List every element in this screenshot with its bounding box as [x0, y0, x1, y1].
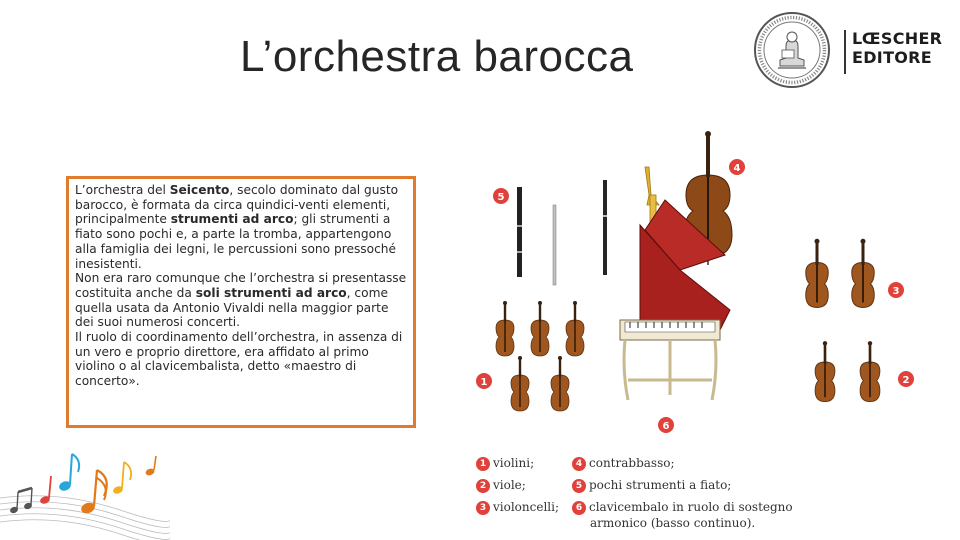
legend-item	[572, 455, 675, 473]
publisher-name	[852, 29, 952, 67]
legend-badge: 2	[476, 479, 490, 493]
violin-icon	[511, 356, 529, 411]
legend-badge: 5	[572, 479, 586, 493]
legend-label: pochi strumenti a fiato;	[589, 478, 732, 492]
legend-label: violoncelli;	[493, 500, 560, 514]
slide-title: L’orchestra barocca	[240, 32, 634, 81]
music-note-icon	[80, 470, 107, 515]
paragraph-1	[75, 183, 407, 271]
legend-badge: 6	[572, 501, 586, 515]
legend-item	[476, 455, 534, 473]
cello-icon	[852, 239, 875, 308]
logo-divider	[844, 30, 846, 74]
music-note-icon	[9, 488, 33, 514]
badge-3-label: 3	[892, 286, 900, 297]
badge-2-icon	[898, 371, 914, 387]
legend-badge: 1	[476, 457, 490, 471]
flute-icon	[553, 205, 556, 285]
instrument-legend	[476, 455, 796, 535]
legend-item	[572, 499, 793, 517]
violin-icon	[531, 301, 549, 356]
text-span: , come quella usata da Antonio Vivaldi nella maggior parte dei suoi numerosi concerti.	[75, 285, 389, 330]
paragraph-3: Il ruolo di coordinamento dell’orchestra, in assenza di un vero e proprio direttore, era affidato al primo violino o al clavicembalista, detto «maestro di concerto».	[75, 330, 403, 389]
publisher-name-line1: LŒSCHER	[852, 29, 943, 48]
legend-label: violini;	[493, 456, 535, 470]
text-span: , secolo dominato dal gusto barocco, è formata da circa quindici-venti elementi, principalmente	[75, 183, 399, 227]
text-span: ; gli strumenti a fiato sono pochi e, a parte la tromba, appartengono alla famiglia dei legni, le percussioni sono pressoché inesistenti.	[75, 212, 397, 271]
badge-5-label: 5	[497, 192, 505, 203]
badge-3-icon	[888, 282, 904, 298]
violin-icon	[566, 301, 584, 356]
legend-item	[476, 499, 559, 517]
legend-label: contrabbasso;	[589, 456, 675, 470]
publisher-logo	[752, 10, 952, 90]
publisher-seal-icon	[752, 10, 832, 90]
badge-6-label: 6	[662, 421, 670, 432]
viola-icon	[815, 341, 835, 402]
cello-icon	[806, 239, 829, 308]
orchestra-illustration	[465, 125, 935, 445]
music-note-icon	[39, 476, 51, 505]
badge-2-label: 2	[902, 375, 910, 386]
music-note-icon	[112, 462, 131, 495]
text-span: Non era raro comunque che l’orchestra si presentasse costituita anche da	[75, 271, 407, 300]
bold-span: soli strumenti ad arco	[195, 285, 347, 300]
legend-item	[572, 477, 731, 495]
music-note-icon	[145, 456, 156, 477]
badge-1-icon	[476, 373, 492, 389]
paragraph-2	[75, 271, 407, 330]
viola-icon	[860, 341, 880, 402]
bold-span: strumenti ad arco	[170, 212, 294, 227]
violin-icon	[496, 301, 514, 356]
publisher-name-line2: EDITORE	[852, 48, 933, 67]
legend-item	[476, 477, 526, 495]
text-span: L’orchestra del	[75, 183, 170, 197]
woodwind-icon	[517, 187, 522, 277]
badge-5-icon	[493, 188, 509, 204]
description-box	[66, 176, 416, 428]
badge-1-label: 1	[480, 377, 488, 388]
legend-badge: 3	[476, 501, 490, 515]
legend-label: viole;	[493, 478, 526, 492]
music-notes-decoration	[0, 440, 170, 540]
oboe-icon	[603, 180, 607, 275]
legend-badge: 4	[572, 457, 586, 471]
violin-icon	[551, 356, 569, 411]
legend-continuation: armonico (basso continuo).	[590, 516, 756, 530]
music-note-icon	[58, 454, 79, 492]
badge-6-icon	[658, 417, 674, 433]
badge-4-icon	[729, 159, 745, 175]
badge-4-label: 4	[733, 163, 741, 174]
legend-label: clavicembalo in ruolo di sostegno	[589, 500, 793, 514]
bold-span: Seicento	[169, 183, 230, 197]
